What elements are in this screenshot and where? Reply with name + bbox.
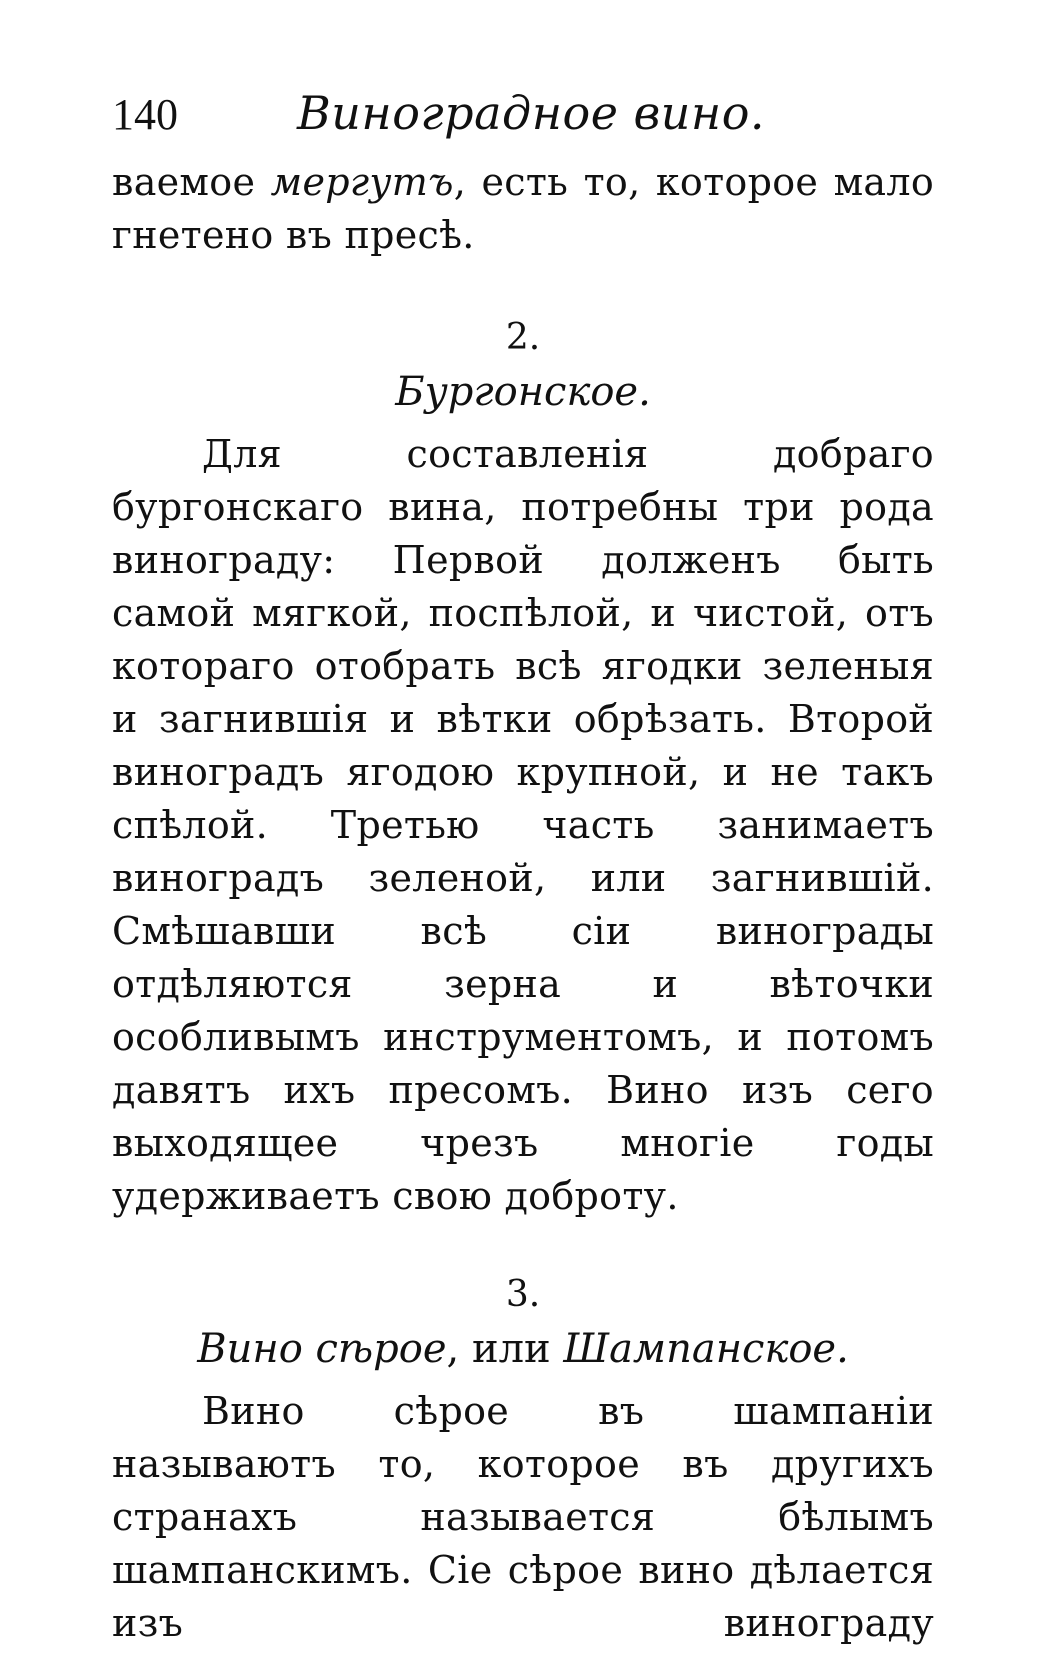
section-3-paragraph: Вино сѣрое въ шампаніи называютъ то, которое въ другихъ странахъ называется бѣлымъ шампанскимъ. Сіе сѣрое вино дѣлается изъ винограду — [112, 1389, 934, 1645]
section-2-number: 2. — [505, 317, 541, 358]
continuation-paragraph — [112, 156, 934, 262]
page-number: 140 — [112, 90, 178, 139]
section-3-number: 3. — [505, 1274, 541, 1315]
section-3-title-part2: Шампанское. — [563, 1326, 849, 1372]
section-3-title — [112, 1321, 934, 1377]
running-title: Виноградное вино. — [297, 86, 766, 140]
continuation-term: мергутъ — [270, 160, 454, 204]
section-3-title-separator: , или — [446, 1326, 564, 1372]
section-2-title: Бургонское. — [395, 369, 651, 415]
section-2-paragraph: Для составленія добраго бургонскаго вина, потребны три рода винограду: Первой долженъ быть самой мягкой, поспѣлой, и чистой, отъ котораго отобрать всѣ ягодки зеленыя и загнившія и вѣтки обрѣзать. Второй виноградъ ягодою крупной, и не такъ спѣлой. Третью часть занимаетъ виноградъ зеленой, или загнившій. Смѣшавши всѣ сіи винограды отдѣляются зерна и вѣточки особливымъ инструментомъ, и потомъ давятъ ихъ пресомъ. Вино изъ сего выходящее чрезъ многіе годы удерживаетъ свою доброту. — [112, 432, 934, 1218]
book-page — [112, 86, 934, 1650]
section-3-title-part1: Вино сѣрое — [197, 1326, 447, 1372]
continuation-pre: ваемое — [112, 160, 271, 204]
continuation-post: , есть то, которое мало гнетено въ пресѣ. — [112, 160, 934, 257]
page-header — [112, 86, 934, 156]
